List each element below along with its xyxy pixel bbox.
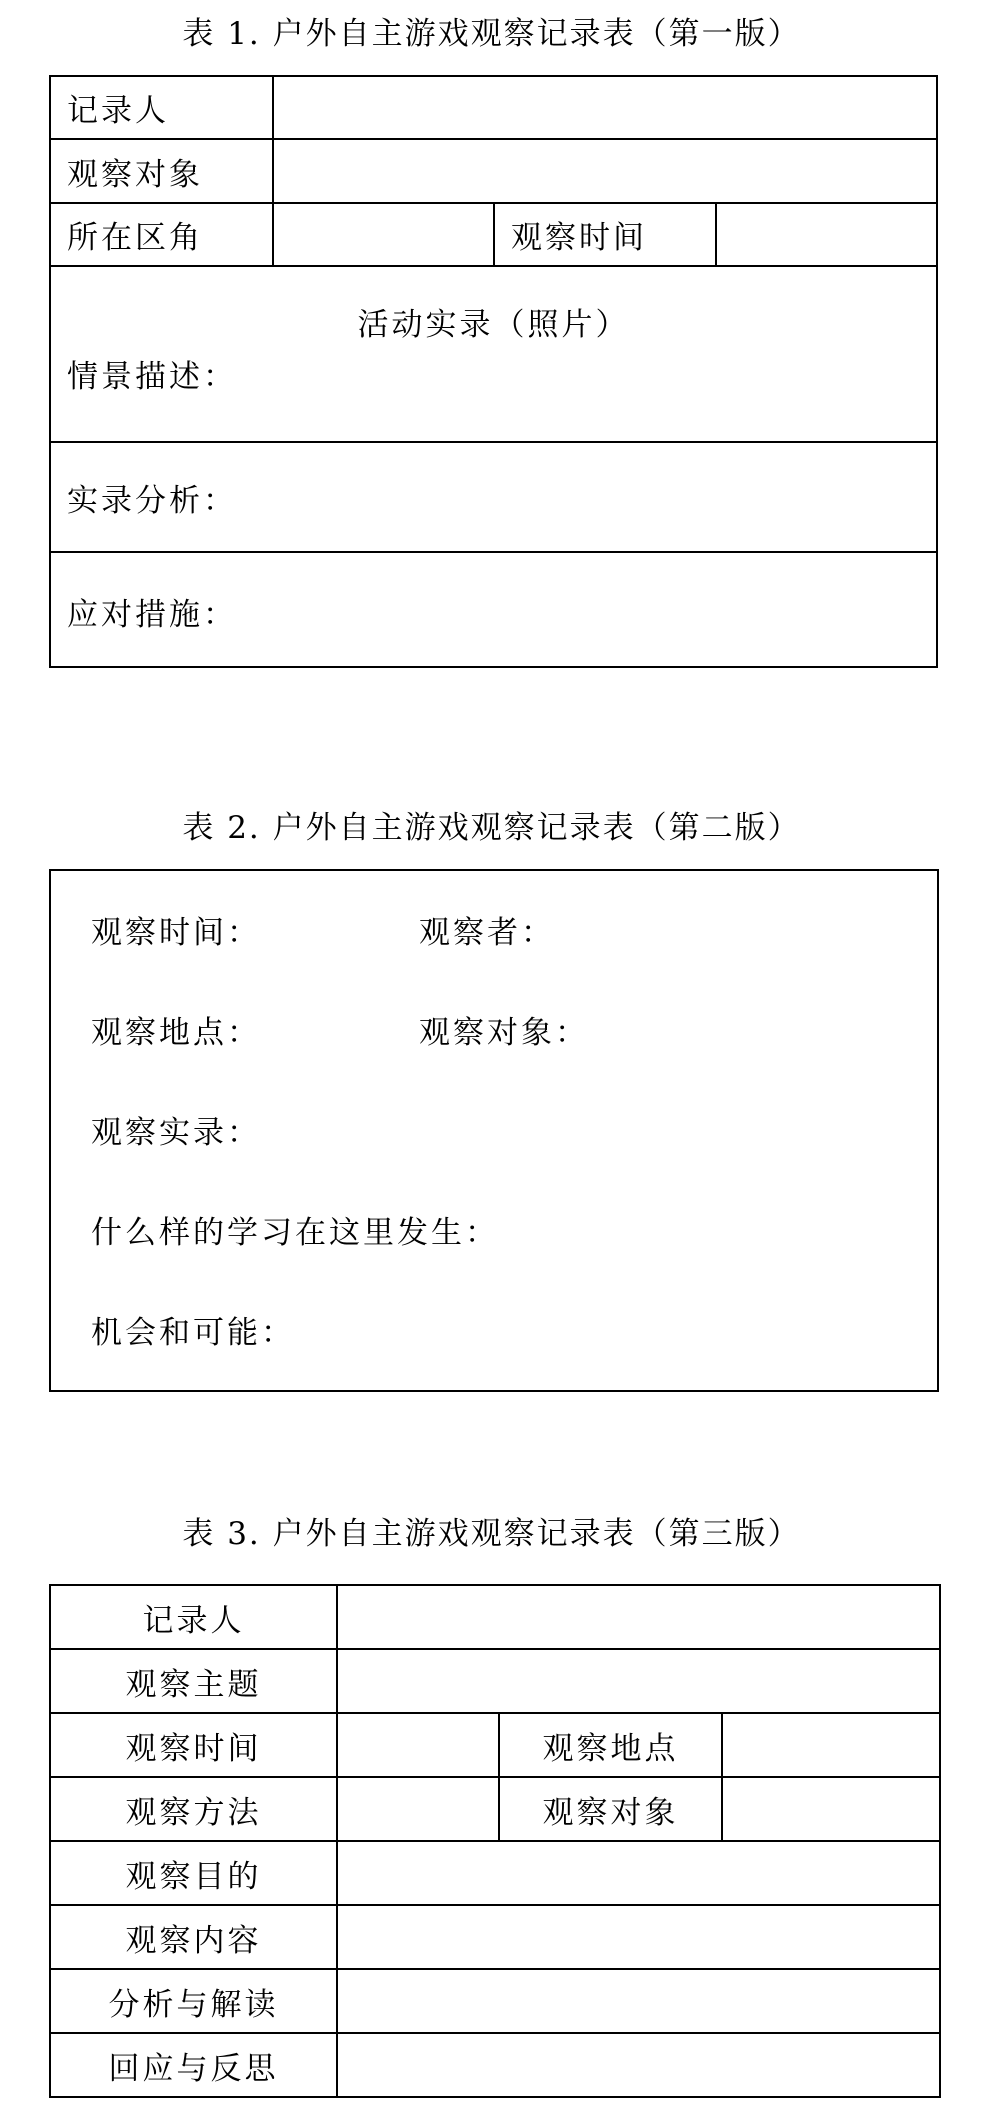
time-label-2: 观察时间： [91,915,261,951]
observer-label: 观察者： [419,915,555,951]
target-label-3: 观察对象 [499,1777,722,1841]
area-label: 所在区角 [50,203,273,266]
theme-field[interactable] [337,1649,940,1713]
measures-label: 应对措施： [67,597,237,633]
time-label: 观察时间 [494,203,716,266]
table2-box [49,869,939,1392]
table1 [49,75,938,668]
recorder-field-3[interactable] [337,1585,940,1649]
record-label: 观察实录： [91,1115,261,1151]
table3 [49,1584,941,2098]
place-field-3[interactable] [722,1713,940,1777]
target-field-3[interactable] [722,1777,940,1841]
place-label-3: 观察地点 [499,1713,722,1777]
opportunity-label: 机会和可能： [91,1315,295,1351]
table1-caption: 表 1. 户外自主游戏观察记录表（第一版） [182,16,801,52]
target-field[interactable] [273,139,937,203]
method-field[interactable] [337,1777,499,1841]
area-field[interactable] [273,203,494,266]
measures-cell[interactable] [50,552,937,667]
target-label-2: 观察对象： [419,1015,589,1051]
reflection-label: 回应与反思 [50,2033,337,2097]
learning-label: 什么样的学习在这里发生： [91,1215,499,1251]
content-field[interactable] [337,1905,940,1969]
content-label: 观察内容 [50,1905,337,1969]
analysis-field-3[interactable] [337,1969,940,2033]
reflection-field[interactable] [337,2033,940,2097]
purpose-field[interactable] [337,1841,940,1905]
recorder-label-3: 记录人 [50,1585,337,1649]
time-field[interactable] [716,203,937,266]
scene-label: 情景描述： [67,359,237,395]
recorder-field[interactable] [273,76,937,139]
time-field-3[interactable] [337,1713,499,1777]
place-label: 观察地点： [91,1015,261,1051]
method-label: 观察方法 [50,1777,337,1841]
analysis-cell[interactable] [50,442,937,552]
time-label-3: 观察时间 [50,1713,337,1777]
target-label: 观察对象 [50,139,273,203]
table3-caption: 表 3. 户外自主游戏观察记录表（第三版） [182,1516,801,1552]
table2-caption: 表 2. 户外自主游戏观察记录表（第二版） [182,810,801,846]
activity-record-cell[interactable] [50,266,937,442]
theme-label: 观察主题 [50,1649,337,1713]
recorder-label: 记录人 [50,76,273,139]
analysis-label-3: 分析与解读 [50,1969,337,2033]
analysis-label: 实录分析： [67,483,237,519]
purpose-label: 观察目的 [50,1841,337,1905]
activity-title: 活动实录（照片） [357,307,630,343]
